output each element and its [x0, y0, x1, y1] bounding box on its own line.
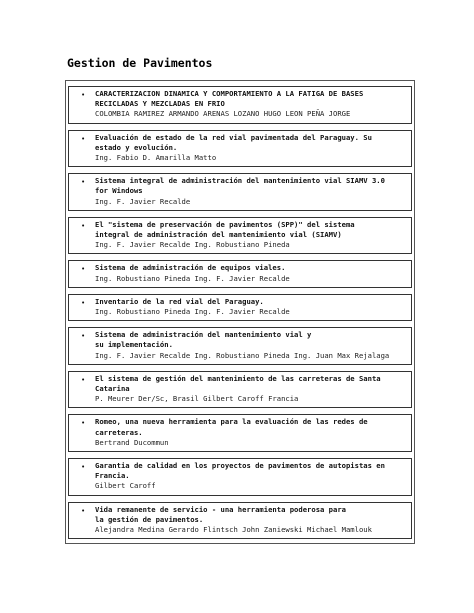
list-item[interactable]: [68, 294, 412, 321]
item-title[interactable]: Inventario de la red vial del Paraguay.: [95, 296, 264, 306]
bullet-icon: •: [81, 221, 86, 230]
item-authors: COLOMBIA RAMIREZ ARMANDO ARENAS LOZANO HUGO LEON PEÑA JORGE: [95, 109, 351, 119]
list-item[interactable]: [68, 414, 412, 452]
bullet-icon: •: [81, 91, 86, 99]
list-item[interactable]: [68, 260, 412, 287]
list-item[interactable]: [68, 502, 412, 540]
item-authors: Ing. Robustiano Pineda Ing. F. Javier Recalde: [95, 273, 290, 283]
item-authors: Gilbert Caroff: [95, 481, 156, 491]
bullet-icon: •: [81, 265, 86, 274]
item-authors: P. Meurer Der/Sc, Brasil Gilbert Caroff Francia: [95, 394, 299, 404]
list-item[interactable]: [68, 371, 412, 409]
item-authors: Ing. F. Javier Recalde Ing. Robustiano Pineda Ing. Juan Max Rejalaga: [95, 350, 390, 360]
list-item[interactable]: [68, 86, 412, 124]
item-authors: Alejandra Medina Gerardo Flintsch John Zaniewski Michael Mamlouk: [95, 525, 372, 535]
item-title[interactable]: Sistema de administración del mantenimiento vial y su implementación.: [95, 330, 312, 350]
list-item[interactable]: [68, 217, 412, 255]
item-authors: Bertrand Ducommun: [95, 437, 169, 447]
bullet-icon: •: [81, 298, 86, 307]
item-authors: Ing. F. Javier Recalde: [95, 196, 191, 206]
item-title[interactable]: El "sistema de preservación de pavimentos (SPP)" del sistema integral de administración del mantenimiento vial (SIAMV): [95, 219, 355, 240]
bullet-icon: •: [81, 332, 86, 341]
item-title[interactable]: Vida remanente de servicio - una herramienta poderosa para la gestión de pavimentos.: [95, 504, 346, 524]
bullet-icon: •: [81, 463, 86, 472]
list-item[interactable]: [68, 130, 412, 168]
bullet-icon: •: [81, 419, 86, 428]
list-item[interactable]: [68, 458, 412, 496]
bullet-icon: •: [81, 506, 86, 515]
publication-list: [65, 80, 415, 544]
item-title[interactable]: Sistema integral de administración del mantenimiento vial SIAMV 3.0 for Windows: [95, 176, 385, 196]
page-title: Gestion de Pavimentos: [67, 56, 213, 70]
list-item[interactable]: [68, 327, 412, 365]
item-title[interactable]: Romeo, una nueva herramienta para la evaluación de las redes de carreteras.: [95, 417, 368, 437]
bullet-icon: •: [81, 178, 86, 187]
bullet-icon: •: [81, 134, 86, 143]
item-title[interactable]: Evaluación de estado de la red vial pavimentada del Paraguay. Su estado y evolución.: [95, 132, 372, 152]
item-title[interactable]: Sistema de administración de equipos viales.: [95, 263, 286, 273]
bullet-icon: •: [81, 375, 86, 384]
item-authors: Ing. Robustiano Pineda Ing. F. Javier Recalde: [95, 307, 290, 317]
list-item[interactable]: [68, 173, 412, 211]
item-title[interactable]: El sistema de gestión del mantenimiento de las carreteras de Santa Catarina: [95, 373, 381, 394]
item-authors: Ing. F. Javier Recalde Ing. Robustiano Pineda: [95, 240, 290, 250]
item-authors: Ing. Fabio D. Amarilla Matto: [95, 153, 217, 163]
item-title[interactable]: CARACTERIZACION DINAMICA Y COMPORTAMIENTO A LA FATIGA DE BASES RECICLADAS Y MEZCLADAS EN FRIO: [95, 89, 364, 109]
item-title[interactable]: Garantia de calidad en los proyectos de pavimentos de autopistas en Francia.: [95, 461, 385, 481]
